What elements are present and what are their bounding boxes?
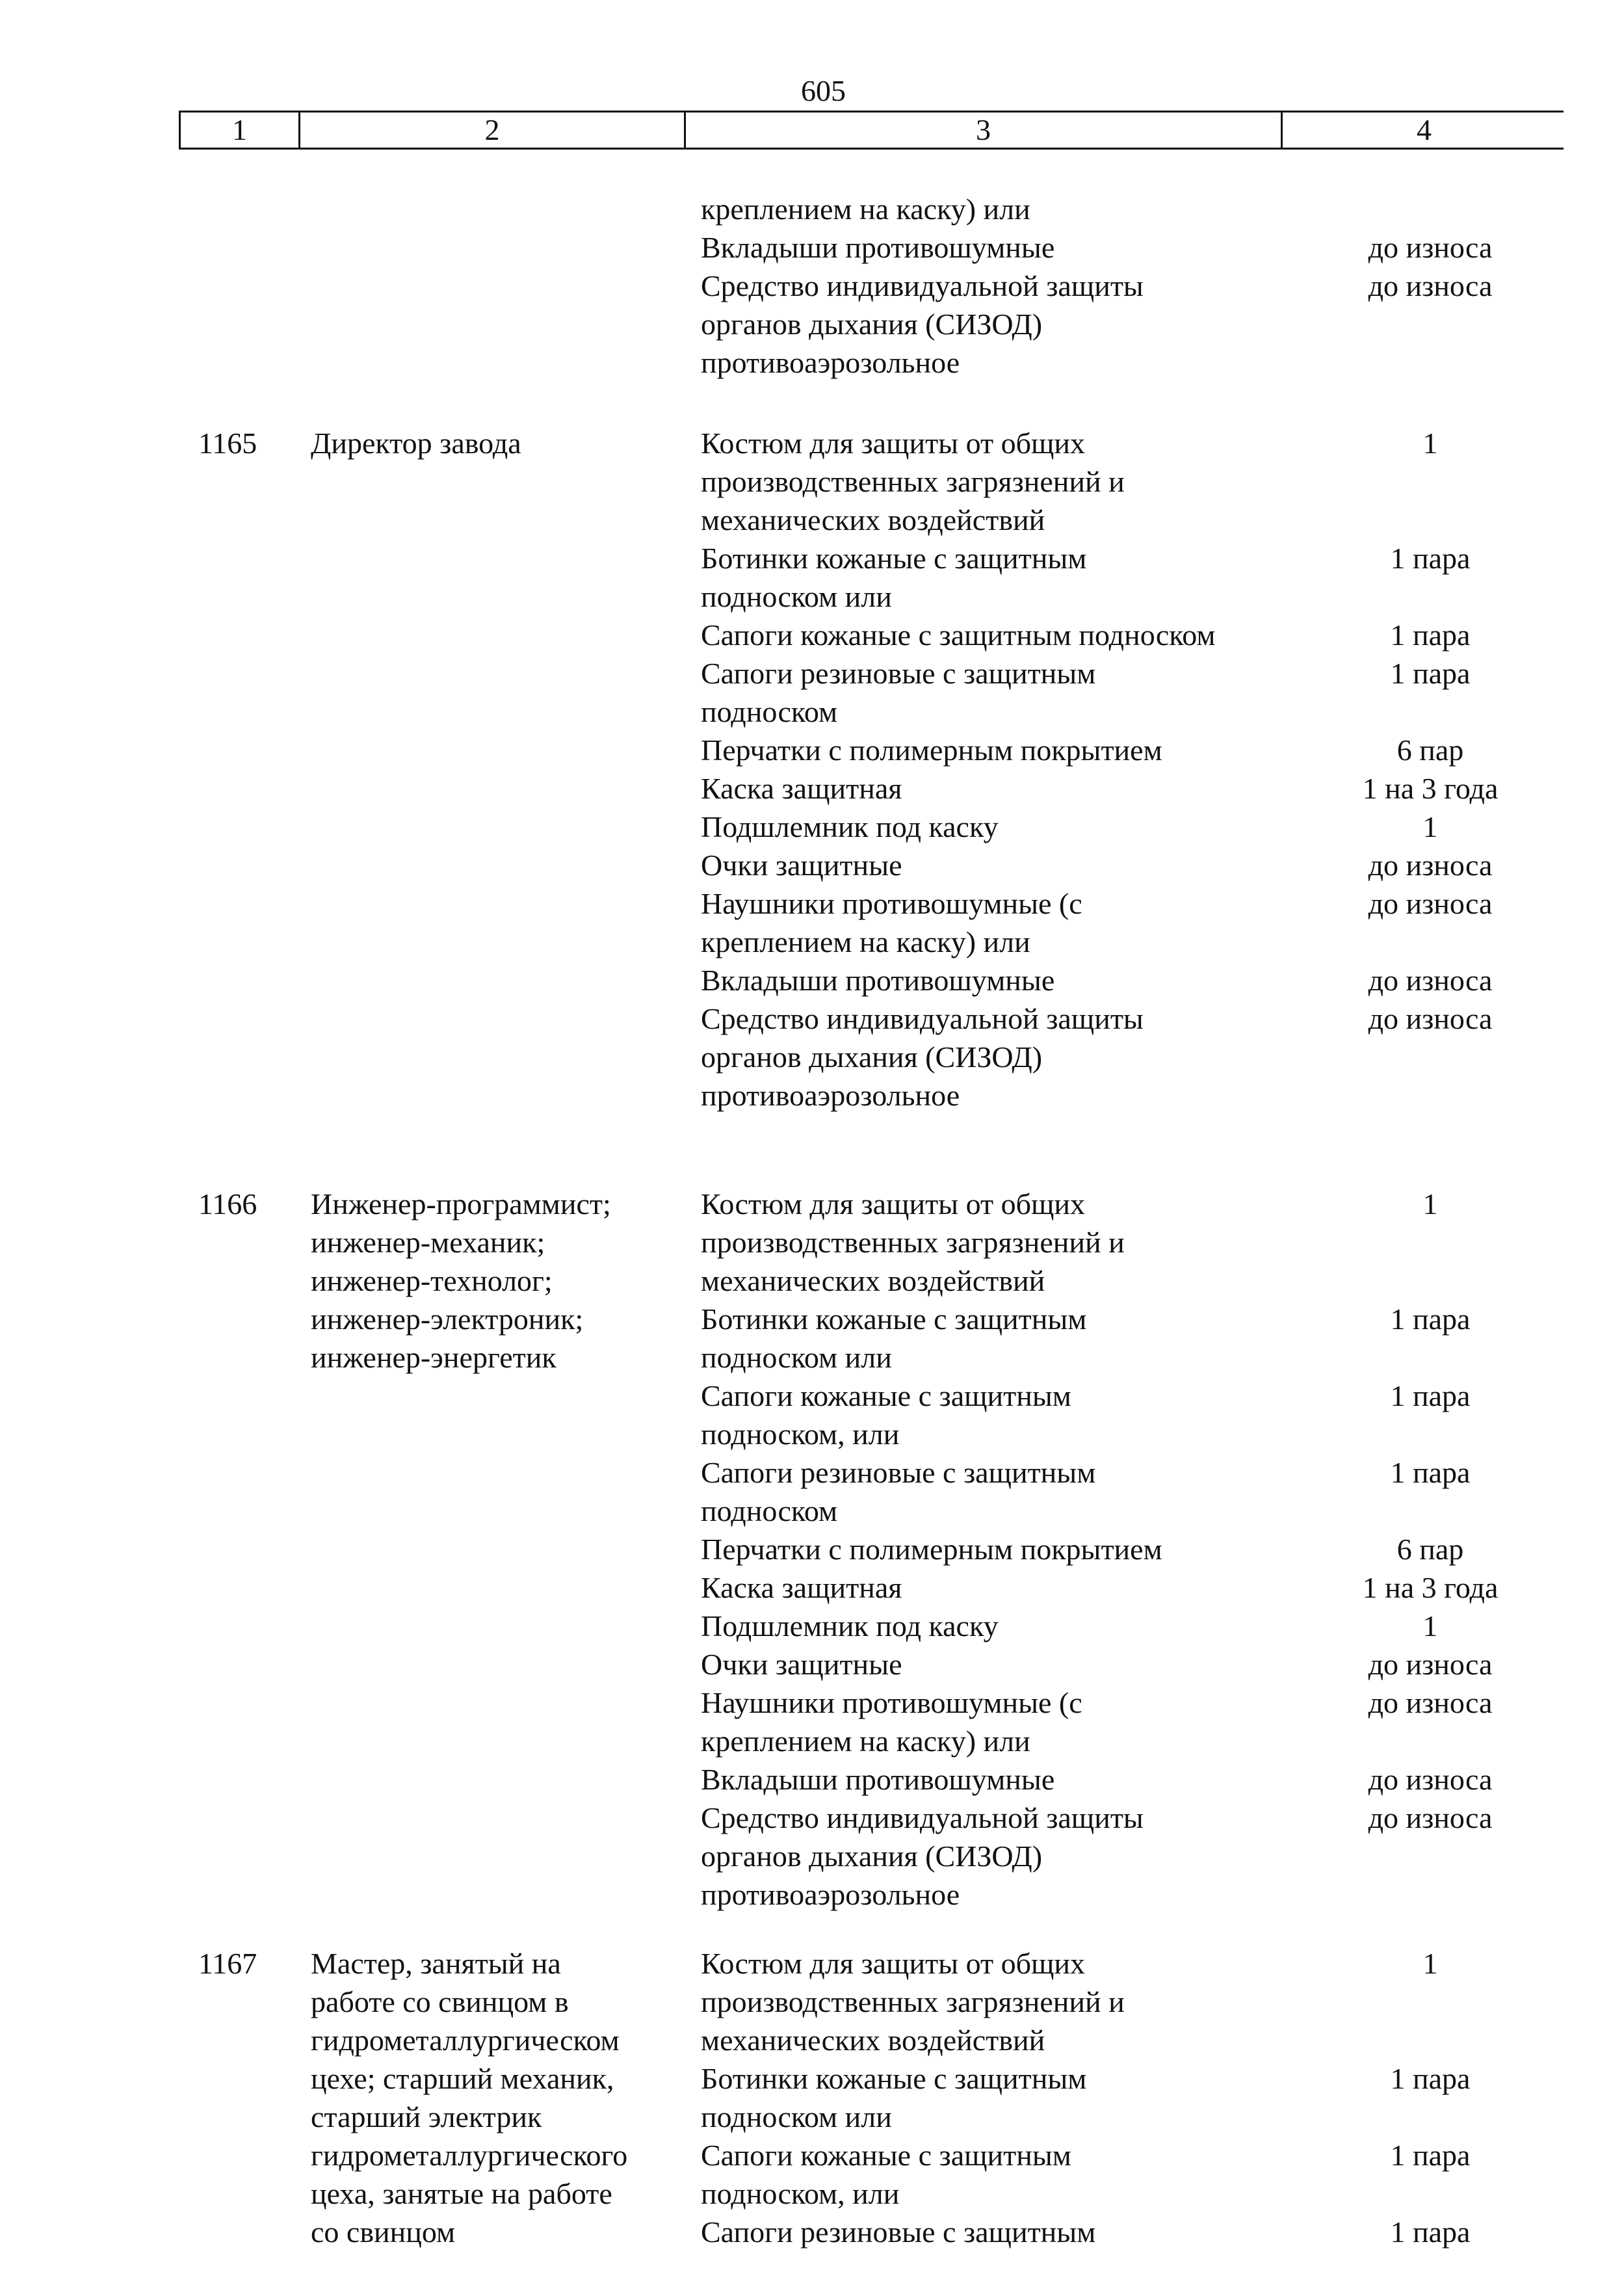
issue-norm: до износа xyxy=(1368,269,1493,302)
entry-number: 1167 xyxy=(198,1947,257,1980)
ppe-item-line: производственных загрязнений и xyxy=(701,465,1125,498)
ppe-item-line: креплением на каску) или xyxy=(701,1724,1030,1758)
issue-norm: до износа xyxy=(1368,1648,1493,1681)
ppe-item-line: Очки защитные xyxy=(701,849,902,882)
column-header-2: 2 xyxy=(300,112,686,148)
ppe-item-line: Сапоги кожаные с защитным xyxy=(701,1379,1071,1412)
ppe-item-line: органов дыхания (СИЗОД) xyxy=(701,1840,1043,1873)
ppe-item-line: Ботинки кожаные с защитным xyxy=(701,2062,1087,2095)
issue-norm: 1 xyxy=(1422,1187,1438,1221)
ppe-item-line: креплением на каску) или xyxy=(701,192,1030,226)
position-title-line: со свинцом xyxy=(311,2215,456,2249)
ppe-item-line: Средство индивидуальной защиты xyxy=(701,269,1144,302)
ppe-item-line: Каска защитная xyxy=(701,772,902,805)
ppe-item-line: Средство индивидуальной защиты xyxy=(701,1801,1144,1834)
issue-norm: 1 xyxy=(1422,1609,1438,1643)
ppe-item-line: Сапоги резиновые с защитным xyxy=(701,657,1096,690)
issue-norm: 1 xyxy=(1422,1947,1438,1980)
position-title-line: цехе; старший механик, xyxy=(311,2062,614,2095)
issue-norm: 1 на 3 года xyxy=(1362,1571,1499,1604)
ppe-item-line: Костюм для защиты от общих xyxy=(701,1187,1086,1221)
ppe-item-line: производственных загрязнений и xyxy=(701,1985,1125,2018)
ppe-item-line: Наушники противошумные (с xyxy=(701,887,1082,920)
ppe-item-line: Подшлемник под каску xyxy=(701,1609,999,1643)
issue-norm: до износа xyxy=(1368,231,1493,264)
ppe-item-line: подноском или xyxy=(701,2100,892,2133)
ppe-item-line: Сапоги резиновые с защитным xyxy=(701,2215,1096,2249)
issue-norm: до износа xyxy=(1368,1002,1493,1035)
ppe-item-line: подноском xyxy=(701,1494,838,1527)
ppe-item-line: Вкладыши противошумные xyxy=(701,1763,1055,1796)
issue-norm: 1 пара xyxy=(1390,2139,1471,2172)
ppe-item-line: противоаэрозольное xyxy=(701,346,960,379)
position-title-line: цеха, занятые на работе xyxy=(311,2177,612,2210)
ppe-item-line: Вкладыши противошумные xyxy=(701,231,1055,264)
ppe-item-line: Сапоги кожаные с защитным подноском xyxy=(701,618,1216,652)
ppe-item-line: механических воздействий xyxy=(701,1264,1045,1297)
issue-norm: 1 пара xyxy=(1390,1379,1471,1412)
position-title-line: Мастер, занятый на xyxy=(311,1947,561,1980)
position-title-line: гидрометаллургического xyxy=(311,2139,628,2172)
ppe-item-line: Сапоги кожаные с защитным xyxy=(701,2139,1071,2172)
column-header-4: 4 xyxy=(1417,113,1432,146)
issue-norm: 1 пара xyxy=(1390,542,1471,575)
position-title-line: гидрометаллургическом xyxy=(311,2024,620,2057)
ppe-item-line: органов дыхания (СИЗОД) xyxy=(701,1040,1043,1074)
ppe-item-line: подноском, или xyxy=(701,2177,900,2210)
ppe-item-line: Перчатки с полимерным покрытием xyxy=(701,1533,1162,1566)
issue-norm: 1 пара xyxy=(1390,2062,1471,2095)
ppe-item-line: Сапоги резиновые с защитным xyxy=(701,1456,1096,1489)
issue-norm: 6 пар xyxy=(1396,1533,1464,1566)
ppe-item-line: подноском или xyxy=(701,580,892,613)
ppe-item-line: производственных загрязнений и xyxy=(701,1226,1125,1259)
issue-norm: до износа xyxy=(1368,887,1493,920)
column-header-1: 1 xyxy=(181,112,300,148)
issue-norm: до износа xyxy=(1368,1763,1493,1796)
issue-norm: до износа xyxy=(1368,849,1493,882)
position-title-line: старший электрик xyxy=(311,2100,542,2133)
issue-norm: до износа xyxy=(1368,964,1493,997)
issue-norm: до износа xyxy=(1368,1801,1493,1834)
entry-number: 1166 xyxy=(198,1187,257,1221)
ppe-item-line: Подшлемник под каску xyxy=(701,810,999,843)
column-header-row xyxy=(179,111,1564,150)
ppe-item-line: подноском или xyxy=(701,1341,892,1374)
issue-norm: до износа xyxy=(1368,1686,1493,1719)
ppe-item-line: Перчатки с полимерным покрытием xyxy=(701,733,1162,767)
position-title-line: инженер-электроник; xyxy=(311,1302,584,1336)
ppe-item-line: противоаэрозольное xyxy=(701,1079,960,1112)
column-header-3: 3 xyxy=(686,112,1283,148)
position-title-line: инженер-механик; xyxy=(311,1226,545,1259)
ppe-item-line: Очки защитные xyxy=(701,1648,902,1681)
entry-number: 1165 xyxy=(198,427,257,460)
position-title-line: инженер-энергетик xyxy=(311,1341,557,1374)
issue-norm: 6 пар xyxy=(1396,733,1464,767)
issue-norm: 1 xyxy=(1422,427,1438,460)
position-title-line: инженер-технолог; xyxy=(311,1264,553,1297)
ppe-item-line: Вкладыши противошумные xyxy=(701,964,1055,997)
ppe-item-line: механических воздействий xyxy=(701,503,1045,536)
ppe-item-line: Костюм для защиты от общих xyxy=(701,427,1086,460)
ppe-item-line: креплением на каску) или xyxy=(701,925,1030,958)
ppe-item-line: подноском xyxy=(701,695,838,728)
issue-norm: 1 на 3 года xyxy=(1362,772,1499,805)
issue-norm: 1 пара xyxy=(1390,657,1471,690)
ppe-item-line: Наушники противошумные (с xyxy=(701,1686,1082,1719)
issue-norm: 1 пара xyxy=(1390,618,1471,652)
ppe-item-line: противоаэрозольное xyxy=(701,1878,960,1911)
ppe-item-line: механических воздействий xyxy=(701,2024,1045,2057)
issue-norm: 1 пара xyxy=(1390,2215,1471,2249)
ppe-item-line: Средство индивидуальной защиты xyxy=(701,1002,1144,1035)
ppe-item-line: Каска защитная xyxy=(701,1571,902,1604)
ppe-item-line: Ботинки кожаные с защитным xyxy=(701,542,1087,575)
ppe-item-line: Ботинки кожаные с защитным xyxy=(701,1302,1087,1336)
ppe-item-line: подноском, или xyxy=(701,1418,900,1451)
issue-norm: 1 пара xyxy=(1390,1456,1471,1489)
ppe-item-line: органов дыхания (СИЗОД) xyxy=(701,308,1043,341)
issue-norm: 1 xyxy=(1422,810,1438,843)
position-title-line: Инженер-программист; xyxy=(311,1187,611,1221)
issue-norm: 1 пара xyxy=(1390,1302,1471,1336)
position-title-line: работе со свинцом в xyxy=(311,1985,569,2018)
ppe-item-line: Костюм для защиты от общих xyxy=(701,1947,1086,1980)
position-title-line: Директор завода xyxy=(311,427,521,460)
